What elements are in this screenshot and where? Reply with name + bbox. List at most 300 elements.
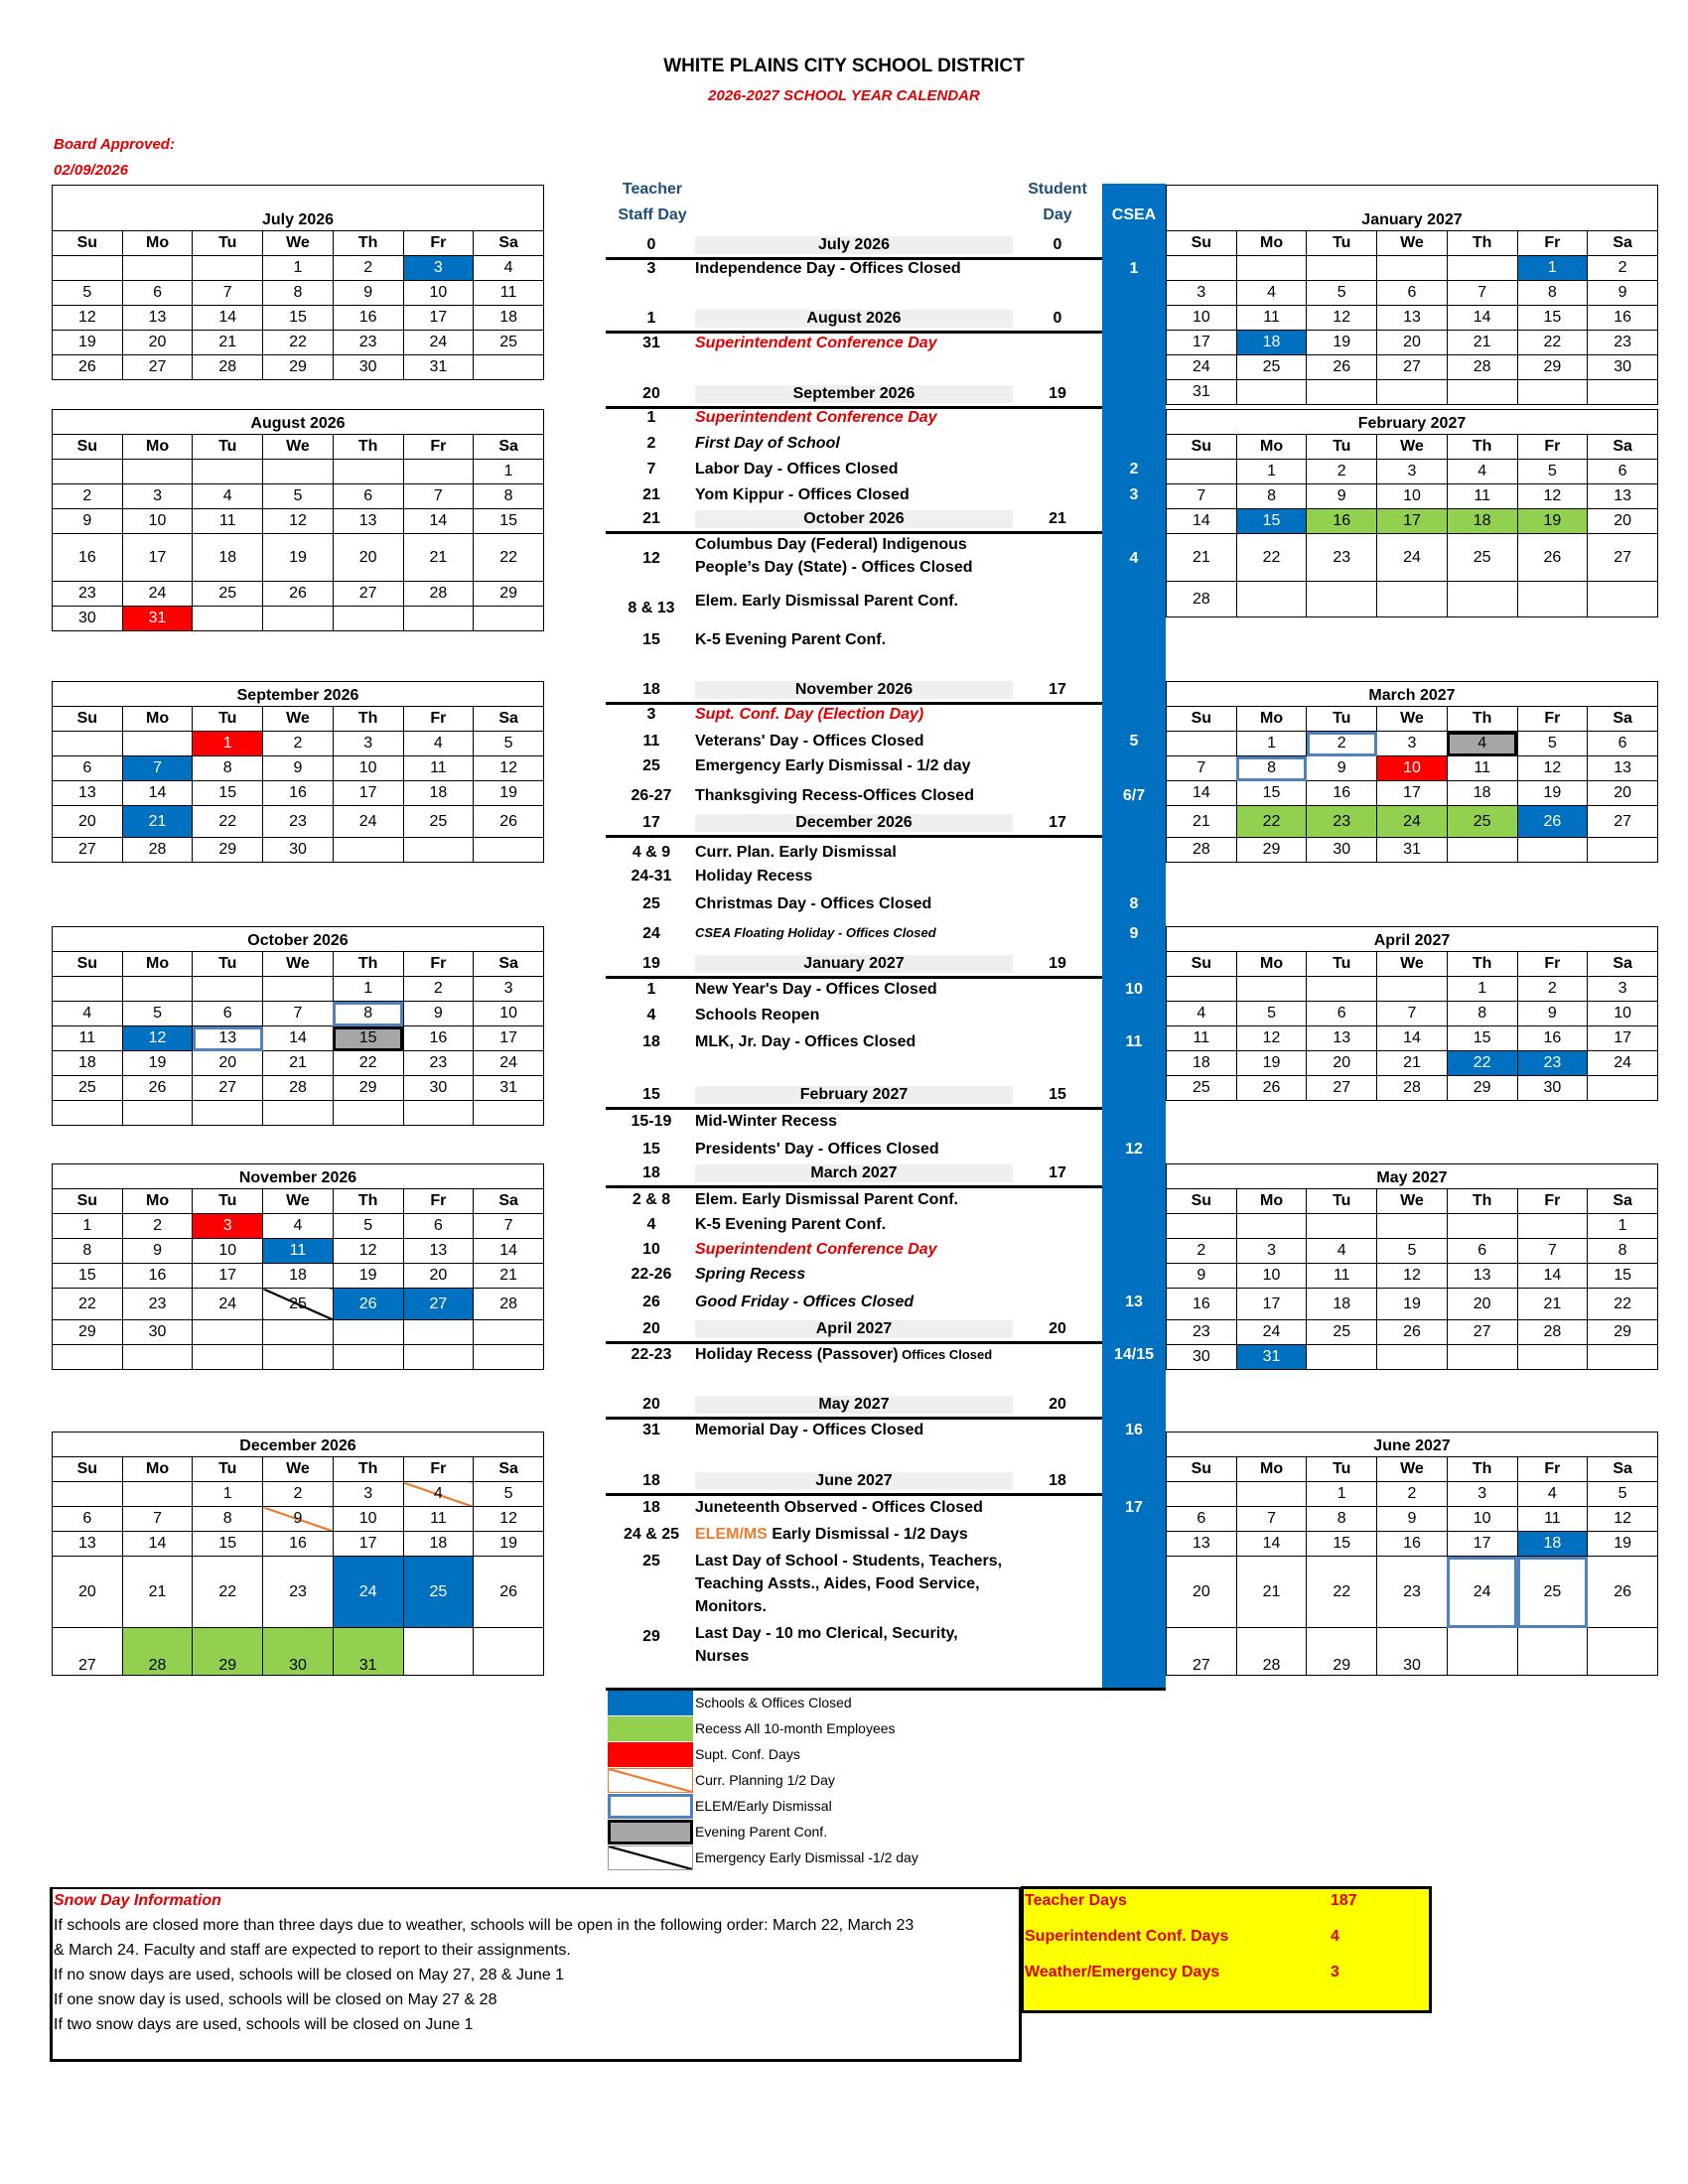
calendar-day: 2 (403, 977, 474, 1002)
calendar-day: 24 (403, 331, 474, 355)
legend-label: Recess All 10-month Employees (695, 1720, 896, 1736)
event-date: 15-19 (631, 1113, 672, 1130)
weekday-header: Th (1447, 1189, 1517, 1214)
calendar-empty-cell (1447, 380, 1517, 405)
weekday-header: Mo (122, 435, 193, 460)
event-date: 2 (646, 435, 656, 452)
calendar-empty-cell (1517, 1628, 1588, 1676)
legend-label: Schools & Offices Closed (695, 1695, 852, 1710)
calendar-day: 8 (474, 484, 544, 509)
weekday-header: Fr (403, 707, 474, 732)
calendar-day: 18 (1517, 1532, 1588, 1557)
calendar-day: 18 (1447, 781, 1517, 806)
calendar-day: 18 (1167, 1051, 1237, 1076)
calendar-day: 2 (122, 1214, 193, 1239)
calendar-day: 29 (1307, 1628, 1377, 1676)
weekday-header: Fr (403, 435, 474, 460)
calendar-september-2026 (52, 681, 544, 863)
calendar-empty-cell (53, 977, 123, 1002)
calendar-day: 10 (1167, 306, 1237, 331)
event-description (695, 435, 1013, 453)
weekday-header: Tu (1307, 1457, 1377, 1482)
calendar-day: 20 (1377, 331, 1448, 355)
calendar-day: 6 (1377, 281, 1448, 306)
weekday-header: Sa (1588, 231, 1658, 256)
calendar-day: 8 (263, 281, 334, 306)
calendar-day: 30 (1307, 838, 1377, 863)
calendar-day: 13 (403, 1239, 474, 1264)
teacher-days-count: 20 (642, 1396, 660, 1413)
weekday-header: Fr (403, 231, 474, 256)
event-date: 22-26 (631, 1266, 672, 1283)
event-text: K-5 Evening Parent Conf. (695, 1216, 887, 1233)
calendar-day: 6 (1307, 1002, 1377, 1026)
event-description (695, 1216, 1013, 1234)
teacher-days-count: 19 (642, 955, 660, 972)
board-approved-date: 02/09/2026 (54, 162, 129, 179)
calendar-day: 19 (1588, 1532, 1658, 1557)
calendar-day: 18 (1236, 331, 1307, 355)
month-label: September 2026 (695, 385, 1013, 403)
event-description (695, 1007, 1013, 1024)
calendar-day: 4 (1307, 1239, 1377, 1264)
calendar-june-2027 (1166, 1432, 1658, 1676)
teacher-days-value: 187 (1331, 1892, 1357, 1909)
event-date: 18 (642, 1499, 660, 1516)
teacher-days-count: 17 (642, 814, 660, 831)
calendar-day: 17 (1167, 331, 1237, 355)
board-approved-label: Board Approved: (54, 136, 175, 153)
calendar-empty-cell (403, 460, 474, 484)
calendar-day: 14 (474, 1239, 544, 1264)
calendar-day: 18 (53, 1051, 123, 1076)
calendar-day: 20 (403, 1264, 474, 1289)
event-description (695, 895, 1013, 913)
weekday-header: Mo (1236, 435, 1307, 460)
weekday-header: We (1377, 435, 1448, 460)
event-date: 26-27 (631, 787, 672, 804)
event-description (695, 787, 1013, 805)
weekday-header: Fr (1517, 231, 1588, 256)
calendar-day: 24 (122, 582, 193, 607)
event-text: MLK, Jr. Day - Offices Closed (695, 1033, 916, 1050)
calendar-day: 15 (1447, 1026, 1517, 1051)
event-text: Thanksgiving Recess-Offices Closed (695, 787, 974, 804)
legend-swatch-green (608, 1716, 693, 1741)
calendar-day: 4 (1167, 1002, 1237, 1026)
weekday-header: Sa (1588, 952, 1658, 977)
calendar-empty-cell (193, 1345, 263, 1370)
calendar-day: 23 (263, 1557, 334, 1628)
calendar-day: 3 (474, 977, 544, 1002)
month-section-header (606, 1396, 1102, 1420)
calendar-day: 30 (333, 355, 403, 380)
csea-holiday-number: 3 (1129, 486, 1139, 503)
calendar-title: October 2026 (53, 927, 544, 952)
month-section-header (606, 385, 1102, 409)
event-description (695, 1191, 1013, 1209)
calendar-day: 21 (122, 1557, 193, 1628)
event-date: 25 (642, 1553, 660, 1570)
csea-holiday-number: 11 (1125, 1033, 1143, 1050)
calendar-empty-cell (122, 460, 193, 484)
month-section-header (606, 1320, 1102, 1344)
event-description (695, 409, 1013, 427)
month-label: July 2026 (695, 236, 1013, 254)
weekday-header: Tu (193, 1189, 263, 1214)
calendar-empty-cell (1447, 1214, 1517, 1239)
calendar-title: August 2026 (53, 410, 544, 435)
calendar-day: 13 (1167, 1532, 1237, 1557)
event-text-small: Offices Closed (898, 1347, 993, 1362)
calendar-day: 3 (193, 1214, 263, 1239)
calendar-empty-cell (122, 1482, 193, 1507)
calendar-day: 24 (193, 1289, 263, 1320)
calendar-day: 24 (333, 1557, 403, 1628)
weekday-header: Su (1167, 1457, 1237, 1482)
event-description (695, 486, 1013, 504)
month-label: November 2026 (695, 681, 1013, 699)
event-text: Labor Day - Offices Closed (695, 461, 899, 478)
calendar-day: 14 (1517, 1264, 1588, 1289)
event-description (695, 733, 1013, 751)
event-description (695, 981, 1013, 999)
calendar-day: 14 (193, 306, 263, 331)
calendar-day: 12 (122, 1026, 193, 1051)
calendar-day: 29 (1588, 1320, 1658, 1345)
calendar-day: 12 (1377, 1264, 1448, 1289)
legend-swatch-blue (608, 1691, 693, 1715)
calendar-day: 29 (474, 582, 544, 607)
calendar-day: 11 (1307, 1264, 1377, 1289)
calendar-day: 8 (333, 1002, 403, 1026)
calendar-day: 26 (1377, 1320, 1448, 1345)
calendar-empty-cell (333, 1101, 403, 1126)
calendar-day: 11 (1517, 1507, 1588, 1532)
calendar-day: 6 (1167, 1507, 1237, 1532)
calendar-title: May 2027 (1167, 1164, 1658, 1189)
calendar-day: 7 (1167, 484, 1237, 509)
calendar-day: 22 (1307, 1557, 1377, 1628)
event-text: Good Friday - Offices Closed (695, 1294, 914, 1310)
calendar-day: 6 (53, 1507, 123, 1532)
calendar-day: 16 (263, 781, 334, 806)
calendar-day: 26 (1236, 1076, 1307, 1101)
event-date: 2 & 8 (632, 1191, 671, 1208)
event-text-line: Monitors. (695, 1598, 767, 1615)
weekday-header: Mo (1236, 231, 1307, 256)
calendar-empty-cell (1588, 1628, 1658, 1676)
calendar-day: 31 (122, 607, 193, 631)
teacher-days-count: 20 (642, 1320, 660, 1337)
legend-label: ELEM/Early Dismissal (695, 1798, 832, 1814)
weekday-header: Fr (1517, 1189, 1588, 1214)
event-description (695, 1294, 1013, 1311)
event-text: Memorial Day - Offices Closed (695, 1422, 924, 1438)
weekday-header: We (263, 435, 334, 460)
event-text: Veterans' Day - Offices Closed (695, 733, 924, 750)
calendar-day: 12 (1588, 1507, 1658, 1532)
event-description (695, 1141, 1013, 1159)
calendar-day: 3 (1588, 977, 1658, 1002)
calendar-day: 28 (122, 1628, 193, 1676)
calendar-day: 30 (263, 838, 334, 863)
weekday-header: We (263, 952, 334, 977)
calendar-day: 13 (1377, 306, 1448, 331)
calendar-day: 30 (122, 1320, 193, 1345)
calendar-day: 9 (333, 281, 403, 306)
calendar-day: 9 (1517, 1002, 1588, 1026)
calendar-day: 14 (122, 781, 193, 806)
calendar-day: 28 (193, 355, 263, 380)
calendar-day: 22 (1236, 806, 1307, 838)
calendar-day: 19 (1236, 1051, 1307, 1076)
weekday-header: Fr (403, 952, 474, 977)
calendar-day: 23 (1517, 1051, 1588, 1076)
csea-holiday-number: 2 (1129, 461, 1139, 478)
calendar-day: 2 (333, 256, 403, 281)
calendar-day: 23 (1588, 331, 1658, 355)
calendar-day: 9 (1167, 1264, 1237, 1289)
student-days-count: 18 (1049, 1472, 1066, 1489)
calendar-day: 10 (474, 1002, 544, 1026)
calendar-day: 12 (1517, 484, 1588, 509)
calendar-empty-cell (263, 607, 334, 631)
calendar-day: 25 (193, 582, 263, 607)
weekday-header: Fr (1517, 952, 1588, 977)
calendar-empty-cell (193, 1320, 263, 1345)
teacher-days-count: 18 (642, 1164, 660, 1181)
event-text: Superintendent Conference Day (695, 1241, 937, 1258)
calendar-day: 29 (263, 355, 334, 380)
calendar-empty-cell (193, 256, 263, 281)
calendar-day: 7 (122, 756, 193, 781)
event-text: Juneteenth Observed - Offices Closed (695, 1499, 983, 1516)
calendar-day: 15 (333, 1026, 403, 1051)
calendar-day: 21 (1377, 1051, 1448, 1076)
calendar-day: 27 (1588, 806, 1658, 838)
event-date: 25 (642, 757, 660, 774)
event-date: 15 (642, 1141, 660, 1158)
weekday-header: Su (1167, 952, 1237, 977)
calendar-empty-cell (53, 1345, 123, 1370)
event-description (695, 260, 1013, 278)
calendar-day: 1 (263, 256, 334, 281)
calendar-day: 27 (1307, 1076, 1377, 1101)
weekday-header: Tu (193, 231, 263, 256)
calendar-day: 2 (53, 484, 123, 509)
calendar-day: 15 (193, 1532, 263, 1557)
calendar-day: 4 (1236, 281, 1307, 306)
calendar-day: 13 (333, 509, 403, 534)
event-date: 11 (642, 733, 660, 750)
calendar-day: 27 (122, 355, 193, 380)
weekday-header: Mo (1236, 707, 1307, 732)
calendar-day: 2 (1167, 1239, 1237, 1264)
weekday-header: Tu (1307, 707, 1377, 732)
calendar-day: 5 (1517, 732, 1588, 756)
calendar-empty-cell (1517, 582, 1588, 617)
calendar-april-2027 (1166, 926, 1658, 1101)
calendar-day: 11 (1447, 756, 1517, 781)
teacher-days-count: 20 (642, 385, 660, 402)
calendar-empty-cell (474, 607, 544, 631)
event-description (695, 925, 1013, 940)
weekday-header: Sa (474, 952, 544, 977)
calendar-day: 3 (403, 256, 474, 281)
calendar-day: 11 (193, 509, 263, 534)
calendar-empty-cell (1167, 732, 1237, 756)
weekday-header: Fr (403, 1189, 474, 1214)
calendar-day: 2 (263, 1482, 334, 1507)
supt-conf-days-value: 4 (1331, 1928, 1339, 1945)
event-text: Yom Kippur - Offices Closed (695, 486, 910, 503)
calendar-day: 5 (474, 1482, 544, 1507)
calendar-day: 19 (1377, 1289, 1448, 1320)
weekday-header: Th (333, 1457, 403, 1482)
calendar-empty-cell (53, 256, 123, 281)
calendar-title: July 2026 (53, 186, 544, 231)
calendar-day: 26 (1307, 355, 1377, 380)
month-section-header (606, 1086, 1102, 1110)
event-text: Independence Day - Offices Closed (695, 260, 961, 277)
calendar-day: 13 (1447, 1264, 1517, 1289)
event-text: Last Day of School - Students, Teachers, (695, 1553, 1003, 1570)
calendar-day: 6 (1588, 732, 1658, 756)
calendar-day: 20 (122, 331, 193, 355)
calendar-day: 23 (1307, 534, 1377, 582)
weekday-header: Th (333, 707, 403, 732)
calendar-day: 7 (263, 1002, 334, 1026)
calendar-day: 30 (1517, 1076, 1588, 1101)
month-section-header (606, 236, 1102, 260)
event-description (695, 1422, 1013, 1439)
calendar-day: 11 (403, 756, 474, 781)
calendar-day: 26 (1588, 1557, 1658, 1628)
calendar-day: 23 (53, 582, 123, 607)
csea-holiday-number: 13 (1125, 1294, 1143, 1310)
calendar-day: 22 (1447, 1051, 1517, 1076)
calendar-title: June 2027 (1167, 1433, 1658, 1457)
calendar-day: 10 (1447, 1507, 1517, 1532)
calendar-day: 13 (1307, 1026, 1377, 1051)
event-text: Elem. Early Dismissal Parent Conf. (695, 1191, 958, 1208)
event-date: 12 (642, 550, 660, 567)
calendar-title: January 2027 (1167, 186, 1658, 231)
event-text: Elem. Early Dismissal Parent Conf. (695, 593, 958, 610)
calendar-empty-cell (1588, 838, 1658, 863)
teacher-days-count: 0 (646, 236, 656, 253)
calendar-day: 28 (263, 1076, 334, 1101)
weekday-header: Th (333, 1189, 403, 1214)
event-date: 3 (646, 706, 656, 723)
weekday-header: Th (1447, 231, 1517, 256)
weekday-header: Su (53, 231, 123, 256)
calendar-day: 20 (333, 534, 403, 582)
calendar-day: 2 (1588, 256, 1658, 281)
calendar-day: 15 (474, 509, 544, 534)
calendar-day: 17 (333, 781, 403, 806)
calendar-day: 21 (1167, 806, 1237, 838)
calendar-day: 13 (53, 781, 123, 806)
legend-swatch-em (608, 1845, 693, 1870)
teacher-days-count: 18 (642, 681, 660, 698)
event-date: 15 (642, 631, 660, 648)
calendar-empty-cell (1236, 582, 1307, 617)
weekday-header: Mo (122, 231, 193, 256)
calendar-empty-cell (1236, 1482, 1307, 1507)
weekday-header: Tu (193, 1457, 263, 1482)
calendar-empty-cell (1517, 380, 1588, 405)
supt-conf-days-label: Superintendent Conf. Days (1025, 1928, 1229, 1945)
calendar-day: 14 (122, 1532, 193, 1557)
month-section-header (606, 1472, 1102, 1496)
calendar-day: 3 (122, 484, 193, 509)
snow-line-5: If two snow days are used, schools will be closed on June 1 (54, 2016, 474, 2033)
calendar-day: 20 (1588, 781, 1658, 806)
student-days-count: 20 (1049, 1320, 1066, 1337)
event-date: 3 (646, 260, 656, 277)
calendar-empty-cell (1447, 1628, 1517, 1676)
calendar-day: 2 (1307, 460, 1377, 484)
weekday-header: Mo (1236, 952, 1307, 977)
legend-label: Curr. Planning 1/2 Day (695, 1772, 835, 1788)
calendar-day: 10 (403, 281, 474, 306)
calendar-day: 30 (1588, 355, 1658, 380)
legend-swatch-red (608, 1742, 693, 1767)
weekday-header: We (263, 707, 334, 732)
calendar-day: 20 (1588, 509, 1658, 534)
calendar-day: 26 (333, 1289, 403, 1320)
calendar-empty-cell (474, 838, 544, 863)
calendar-day: 15 (1517, 306, 1588, 331)
calendar-day: 29 (1447, 1076, 1517, 1101)
calendar-empty-cell (333, 460, 403, 484)
district-title: WHITE PLAINS CITY SCHOOL DISTRICT (663, 56, 1025, 76)
student-days-count: 15 (1049, 1086, 1066, 1103)
csea-header: CSEA (1111, 206, 1157, 223)
calendar-day: 28 (1447, 355, 1517, 380)
event-text: Holiday Recess (Passover) (695, 1346, 899, 1363)
month-label: October 2026 (695, 510, 1013, 528)
calendar-day: 7 (193, 281, 263, 306)
weekday-header: Th (1447, 707, 1517, 732)
csea-holiday-number: 5 (1129, 733, 1139, 750)
event-date: 18 (642, 1033, 660, 1050)
weekday-header: Sa (1588, 435, 1658, 460)
calendar-day: 21 (122, 806, 193, 838)
weekday-header: Tu (1307, 1189, 1377, 1214)
calendar-empty-cell (1588, 1076, 1658, 1101)
calendar-day: 29 (1236, 838, 1307, 863)
event-text-line: People’s Day (State) - Offices Closed (695, 559, 973, 576)
calendar-day: 14 (1447, 306, 1517, 331)
csea-holiday-number: 14/15 (1113, 1346, 1155, 1363)
calendar-day: 12 (333, 1239, 403, 1264)
calendar-empty-cell (1307, 1214, 1377, 1239)
calendar-day: 26 (1517, 534, 1588, 582)
calendar-day: 9 (263, 1507, 334, 1532)
calendar-day: 14 (403, 509, 474, 534)
calendar-empty-cell (1377, 380, 1448, 405)
calendar-day: 22 (193, 1557, 263, 1628)
calendar-empty-cell (193, 607, 263, 631)
teacher-days-count: 21 (642, 510, 660, 527)
weekday-header: Fr (1517, 1457, 1588, 1482)
legend-label: Supt. Conf. Days (695, 1746, 800, 1762)
calendar-day: 5 (1517, 460, 1588, 484)
calendar-day: 16 (403, 1026, 474, 1051)
